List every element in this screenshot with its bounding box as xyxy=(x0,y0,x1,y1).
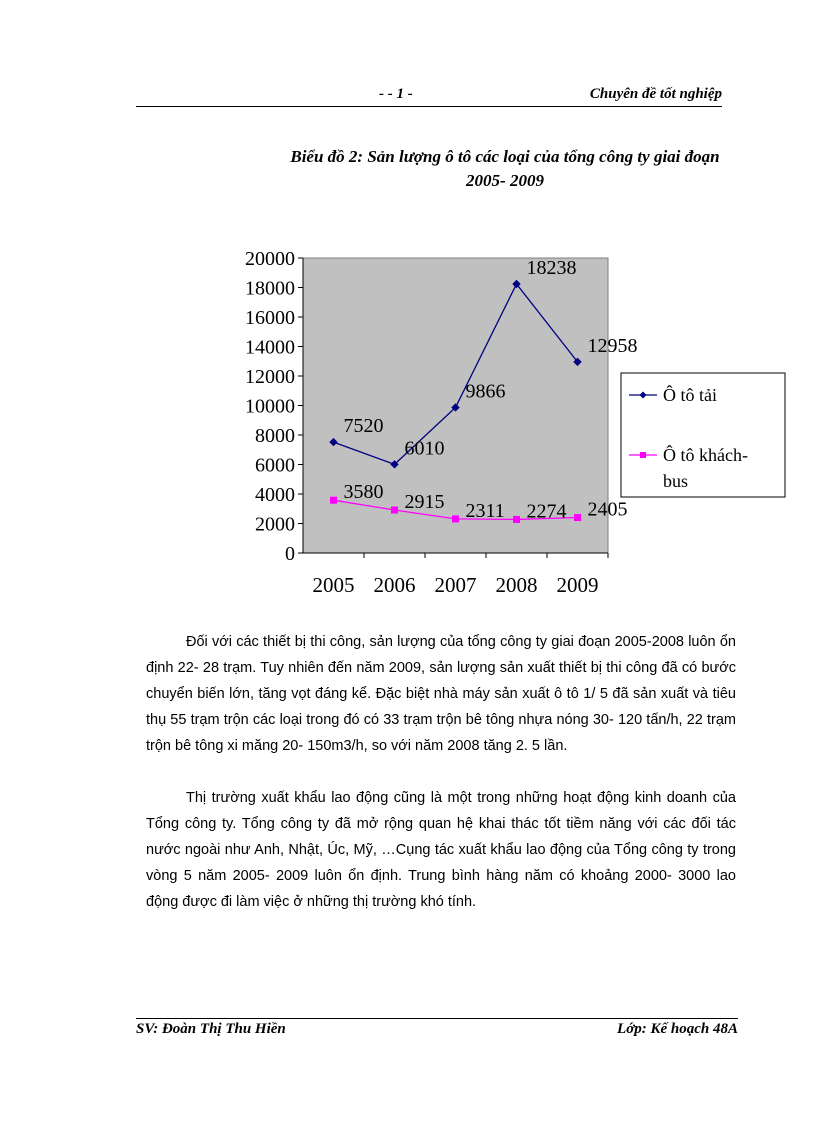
data-label: 18238 xyxy=(526,256,577,279)
data-point xyxy=(331,497,337,503)
data-label: 3580 xyxy=(343,481,384,504)
x-tick-label: 2009 xyxy=(556,573,599,597)
data-label: 2311 xyxy=(465,499,505,522)
data-label: 2405 xyxy=(587,498,628,521)
data-point xyxy=(575,515,581,521)
page-footer xyxy=(136,1018,738,1041)
y-tick-label: 18000 xyxy=(245,277,295,300)
x-tick-label: 2005 xyxy=(312,573,355,597)
page-header xyxy=(136,84,722,107)
legend-label: bus xyxy=(663,471,689,491)
x-tick-label: 2008 xyxy=(495,573,538,597)
data-point xyxy=(392,507,398,513)
data-label: 9866 xyxy=(465,380,506,403)
legend-label: Ô tô khách- xyxy=(663,445,748,465)
line-chart xyxy=(220,245,800,610)
y-tick-label: 2000 xyxy=(255,513,295,536)
data-label: 2915 xyxy=(404,491,445,514)
chart-caption-line2: 2005- 2009 xyxy=(466,171,544,190)
y-tick-label: 20000 xyxy=(245,248,295,270)
y-tick-label: 0 xyxy=(285,543,295,565)
legend-marker xyxy=(640,452,646,458)
data-point xyxy=(514,516,520,522)
footer-class: Lớp: Kế hoạch 48A xyxy=(617,1021,738,1037)
data-label: 7520 xyxy=(343,415,384,438)
data-label: 2274 xyxy=(526,500,567,523)
y-tick-label: 14000 xyxy=(245,336,295,359)
paragraph-labour-export: Thị trường xuất khẩu lao động cũng là một trong những hoạt động kinh doanh của Tổng công ty. Tổng công ty đã mở rộng quan hệ khai thác tốt tiềm năng với các đối tác nước ngoài như Anh, Nhật, Úc, Mỹ, …Cụng tác xuất khẩu lao động của Tổng công ty trong vòng 5 năm 2005- 2009 luôn ổn định. Trung bình hàng năm có khoảng 2000- 3000 lao động được đi làm việc ở những thị trường khó tính. xyxy=(146,790,736,910)
y-tick-label: 8000 xyxy=(255,425,295,447)
y-tick-label: 4000 xyxy=(255,484,295,506)
y-tick-label: 10000 xyxy=(245,395,295,418)
chart-caption-line1: Biểu đồ 2: Sản lượng ô tô các loại của tổng công ty giai đoạn xyxy=(290,147,720,166)
header-title: Chuyên đề tốt nghiệp xyxy=(589,86,722,102)
chart-caption xyxy=(240,145,770,193)
y-tick-label: 16000 xyxy=(245,307,295,329)
y-tick-label: 12000 xyxy=(245,366,295,388)
data-label: 6010 xyxy=(404,437,445,460)
paragraph-equipment: Đối với các thiết bị thi công, sản lượng của tổng công ty giai đoạn 2005-2008 luôn ổn định 22- 28 trạm. Tuy nhiên đến năm 2009, sản lượng sản xuất thiết bị thi công đã có bước chuyển biến lớn, tăng vọt đáng kể. Đặc biệt nhà máy sản xuất ô tô 1/ 5 đã sản xuất và tiêu thụ 55 trạm trộn các loại trong đó có 33 trạm trộn bê tông nhựa nóng 30- 120 tấn/h, 22 trạm trộn bê tông xi măng 20- 150m3/h, so với năm 2008 tăng 2. 5 lần. xyxy=(146,634,736,754)
footer-student: SV: Đoàn Thị Thu Hiền xyxy=(136,1021,286,1037)
x-tick-label: 2007 xyxy=(434,573,477,597)
legend-label: Ô tô tải xyxy=(663,385,717,405)
page-number: - - 1 - xyxy=(379,86,413,102)
y-tick-label: 6000 xyxy=(255,454,295,477)
x-tick-label: 2006 xyxy=(373,573,416,597)
data-label: 12958 xyxy=(587,334,638,357)
data-point xyxy=(453,516,459,522)
